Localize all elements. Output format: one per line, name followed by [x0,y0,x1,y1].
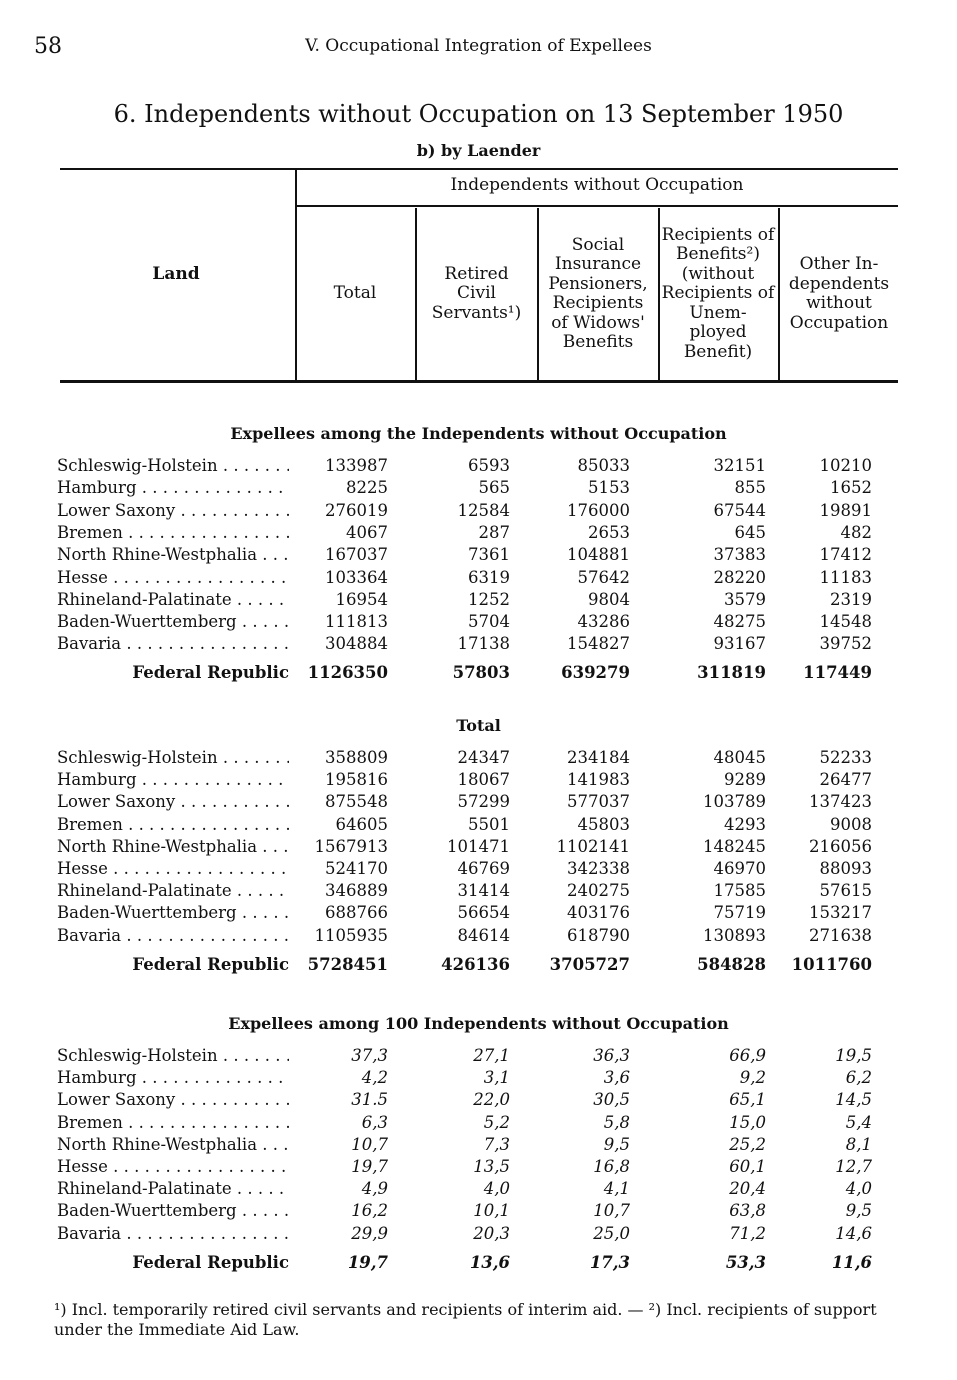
cell-other: 52233 [819,748,872,767]
cell-social: 577037 [567,792,630,812]
cell-other: 5,4 [845,1112,872,1132]
cell-retired: 426136 [441,955,510,974]
cell-social: 4,1 [603,1179,630,1199]
cell-benefits: 48045 [713,748,766,767]
cell-retired: 57299 [457,792,510,812]
cell-other: 137423 [809,792,872,812]
cell-other: 271638 [809,925,872,945]
land-name: Hamburg . . . [57,1068,289,1087]
table-row [0,1113,957,1135]
header-divider-3 [537,208,539,380]
cell-total: 304884 [325,634,388,654]
cell-retired: 287 [478,522,510,542]
table-total-row [0,663,957,685]
cell-benefits: 148245 [703,836,766,856]
cell-retired: 1252 [468,589,510,609]
cell-social: 9,5 [603,1134,630,1154]
cell-total: 16,2 [351,1201,388,1221]
land-name: Hesse . . . [57,568,289,587]
cell-retired: 565 [478,478,510,498]
cell-retired: 5,2 [483,1112,510,1132]
cell-other: 12,7 [835,1157,872,1176]
table-subtitle: b) by Laender [416,141,541,160]
cell-retired: 24347 [457,748,510,767]
cell-other: 39752 [819,634,872,654]
cell-total: 4,9 [361,1179,388,1199]
cell-benefits: 48275 [713,612,766,632]
cell-benefits: 103789 [703,792,766,812]
cell-total: 111813 [325,612,388,632]
cell-benefits: 311819 [697,663,766,682]
cell-benefits: 53,3 [725,1253,766,1272]
cell-benefits: 67544 [713,500,766,520]
header-col-retired [418,212,535,376]
cell-retired: 7361 [468,545,510,565]
section-title-expellees: Expellees among the Independents without Occupation [230,424,727,443]
table-row [0,1157,957,1179]
footnote: ¹) Incl. temporarily retired civil servants and recipients of interim aid. — ²) Incl. recipients of support under the Immediate Aid Law. [54,1300,877,1339]
land-name: Baden-Wuerttemberg . . . [57,612,289,631]
cell-other: 8,1 [845,1134,872,1154]
cell-social: 16,8 [593,1157,630,1176]
table-row [0,881,957,903]
table-row [0,903,957,925]
cell-retired: 5704 [468,612,510,632]
cell-benefits: 60,1 [729,1157,766,1176]
land-name: North Rhine-Westphalia . . . [57,1135,289,1154]
cell-benefits: 46970 [713,859,766,878]
cell-retired: 84614 [457,925,510,945]
cell-social: 85033 [577,456,630,475]
cell-benefits: 15,0 [729,1112,766,1132]
cell-social: 10,7 [593,1201,630,1221]
land-name: Baden-Wuerttemberg . . . [57,1201,289,1220]
cell-other: 11183 [819,567,872,587]
land-name: Hesse . . . [57,859,289,878]
cell-retired: 22,0 [473,1090,510,1110]
table-row [0,478,957,500]
cell-other: 482 [840,522,872,542]
cell-social: 154827 [567,634,630,654]
cell-other: 9,5 [845,1201,872,1221]
land-name: Schleswig-Holstein . . . [57,748,289,767]
table-row [0,815,957,837]
cell-other: 57615 [819,881,872,901]
table-row [0,523,957,545]
cell-retired: 13,5 [473,1157,510,1176]
land-name: Rhineland-Palatinate . . . [57,590,289,609]
cell-social: 5153 [588,478,630,498]
table-row [0,545,957,567]
header-col-total: Total [333,283,377,304]
table-row [0,837,957,859]
cell-social: 3705727 [549,955,630,974]
land-name: Bavaria . . . [57,634,289,653]
table-row [0,1201,957,1223]
cell-total: 5728451 [307,955,388,974]
cell-social: 17,3 [589,1253,630,1272]
header-land: Land [152,264,200,285]
cell-other: 19891 [819,500,872,520]
cell-total: 1567913 [314,836,388,856]
header-bottom-rule [60,380,898,383]
cell-social: 57642 [577,567,630,587]
cell-other: 117449 [803,663,872,682]
page-number: 58 [34,34,62,59]
table-total-row [0,1253,957,1275]
cell-benefits: 584828 [697,955,766,974]
cell-retired: 13,6 [469,1253,510,1272]
cell-benefits: 9289 [724,770,766,790]
cell-retired: 31414 [457,881,510,901]
cell-other: 1652 [830,478,872,498]
cell-benefits: 4293 [724,814,766,834]
cell-social: 3,6 [603,1068,630,1088]
land-name: North Rhine-Westphalia . . . [57,837,289,856]
cell-total: 6,3 [361,1112,388,1132]
cell-social: 234184 [567,748,630,767]
section-title-total: Total [456,716,501,735]
cell-social: 25,0 [593,1223,630,1243]
cell-retired: 57803 [452,663,510,682]
cell-total: 346889 [325,881,388,901]
land-name: Rhineland-Palatinate . . . [57,1179,289,1198]
section-title-percent: Expellees among 100 Independents without Occupation [228,1014,729,1033]
cell-benefits: 130893 [703,925,766,945]
cell-other: 11,6 [831,1253,872,1272]
cell-total: 875548 [325,792,388,812]
cell-total: 103364 [325,567,388,587]
cell-other: 6,2 [845,1068,872,1088]
cell-other: 10210 [819,456,872,475]
table-row [0,1179,957,1201]
cell-total: 4067 [346,522,388,542]
land-name: Bremen . . . [57,815,289,834]
cell-benefits: 20,4 [729,1179,766,1199]
table-row [0,590,957,612]
cell-social: 618790 [567,925,630,945]
table-row [0,770,957,792]
cell-social: 36,3 [593,1046,630,1065]
land-name: Hamburg . . . [57,478,289,497]
cell-total: 29,9 [351,1223,388,1243]
table-row [0,748,957,770]
cell-total: 195816 [325,770,388,790]
land-name: Federal Republic [132,663,289,682]
cell-retired: 20,3 [473,1223,510,1243]
cell-social: 30,5 [593,1090,630,1110]
cell-total: 64605 [335,814,388,834]
table-row [0,456,957,478]
cell-benefits: 645 [734,522,766,542]
header-group: Independents without Occupation [450,175,744,196]
cell-total: 19,7 [351,1157,388,1176]
cell-retired: 12584 [457,500,510,520]
cell-other: 17412 [819,545,872,565]
land-name: Bremen . . . [57,523,289,542]
table-row [0,1046,957,1068]
land-name: Bavaria . . . [57,1224,289,1243]
cell-total: 1126350 [307,663,388,682]
cell-total: 1105935 [314,925,388,945]
cell-benefits: 37383 [713,545,766,565]
cell-social: 141983 [567,770,630,790]
cell-other: 19,5 [835,1046,872,1065]
cell-total: 10,7 [351,1134,388,1154]
cell-other: 14,5 [835,1090,872,1110]
header-col-retired-text: Retired Civil Servants¹) [431,263,522,323]
table-row [0,568,957,590]
cell-benefits: 65,1 [729,1090,766,1110]
cell-retired: 3,1 [483,1068,510,1088]
cell-retired: 4,0 [483,1179,510,1199]
cell-social: 639279 [561,663,630,682]
cell-retired: 46769 [457,859,510,878]
table-row [0,926,957,948]
cell-social: 45803 [577,814,630,834]
cell-total: 31.5 [351,1090,388,1110]
cell-other: 26477 [819,770,872,790]
cell-total: 133987 [325,456,388,475]
cell-other: 1011760 [791,955,872,974]
cell-social: 240275 [567,881,630,901]
cell-benefits: 25,2 [729,1134,766,1154]
cell-benefits: 93167 [713,634,766,654]
header-col-benefits [660,212,776,376]
land-name: Lower Saxony . . . [57,792,289,811]
cell-total: 16954 [335,589,388,609]
cell-other: 2319 [830,589,872,609]
cell-benefits: 17585 [713,881,766,901]
land-name: Hamburg . . . [57,770,289,789]
land-name: Bavaria . . . [57,926,289,945]
cell-other: 153217 [809,903,872,923]
cell-social: 403176 [567,903,630,923]
cell-retired: 18067 [457,770,510,790]
table-total-row [0,955,957,977]
header-col-social-text: Social Insurance Pensioners, Recipients of Widows' Benefits [548,234,648,352]
cell-total: 19,7 [347,1253,388,1272]
cell-benefits: 75719 [713,903,766,923]
cell-other: 14,6 [835,1223,872,1243]
table-row [0,859,957,881]
header-col-benefits-text: Recipients of Benefits²) (without Recipients of Unem- ployed Benefit) [661,224,775,362]
table-row [0,501,957,523]
cell-total: 167037 [325,545,388,565]
cell-social: 104881 [567,545,630,565]
cell-social: 5,8 [603,1112,630,1132]
land-name: Lower Saxony . . . [57,501,289,520]
cell-benefits: 32151 [713,456,766,475]
cell-total: 4,2 [361,1068,388,1088]
cell-retired: 56654 [457,903,510,923]
land-name: Federal Republic [132,1253,289,1272]
cell-total: 524170 [325,859,388,878]
cell-other: 4,0 [845,1179,872,1199]
land-name: Federal Republic [132,955,289,974]
land-name: Schleswig-Holstein . . . [57,1046,289,1065]
cell-social: 2653 [588,522,630,542]
cell-social: 176000 [567,500,630,520]
cell-social: 342338 [567,859,630,878]
cell-social: 1102141 [556,836,630,856]
header-divider-2 [415,208,417,380]
header-top-rule [60,168,898,170]
cell-retired: 10,1 [473,1201,510,1221]
land-name: Bremen . . . [57,1113,289,1132]
table-row [0,634,957,656]
cell-retired: 27,1 [473,1046,510,1065]
group-header-rule [296,205,898,207]
land-name: North Rhine-Westphalia . . . [57,545,289,564]
header-col-social [540,212,656,376]
cell-benefits: 9,2 [739,1068,766,1088]
cell-retired: 6319 [468,567,510,587]
cell-social: 43286 [577,612,630,632]
table-title: 6. Independents without Occupation on 13 September 1950 [113,100,844,128]
cell-total: 37,3 [351,1046,388,1065]
table-row [0,1090,957,1112]
header-col-other [780,212,898,376]
cell-other: 9008 [830,814,872,834]
cell-social: 9804 [588,589,630,609]
land-name: Baden-Wuerttemberg . . . [57,903,289,922]
cell-benefits: 66,9 [729,1046,766,1065]
cell-retired: 7,3 [483,1134,510,1154]
land-name: Hesse . . . [57,1157,289,1176]
land-name: Schleswig-Holstein . . . [57,456,289,475]
cell-retired: 101471 [447,836,510,856]
cell-total: 688766 [325,903,388,923]
table-row [0,612,957,634]
cell-benefits: 71,2 [729,1223,766,1243]
land-name: Rhineland-Palatinate . . . [57,881,289,900]
cell-other: 14548 [819,612,872,632]
cell-retired: 17138 [457,634,510,654]
table-row [0,1135,957,1157]
cell-other: 216056 [809,836,872,856]
cell-benefits: 63,8 [729,1201,766,1221]
running-head: V. Occupational Integration of Expellees [305,36,652,56]
table-row [0,792,957,814]
table-row [0,1224,957,1246]
cell-total: 276019 [325,500,388,520]
cell-benefits: 855 [734,478,766,498]
land-name: Lower Saxony . . . [57,1090,289,1109]
cell-other: 88093 [819,859,872,878]
cell-retired: 5501 [468,814,510,834]
cell-benefits: 3579 [724,589,766,609]
header-col-other-text: Other In- dependents without Occupation [788,254,890,333]
cell-retired: 6593 [468,456,510,475]
cell-benefits: 28220 [713,567,766,587]
cell-total: 358809 [325,748,388,767]
table-row [0,1068,957,1090]
cell-total: 8225 [346,478,388,498]
